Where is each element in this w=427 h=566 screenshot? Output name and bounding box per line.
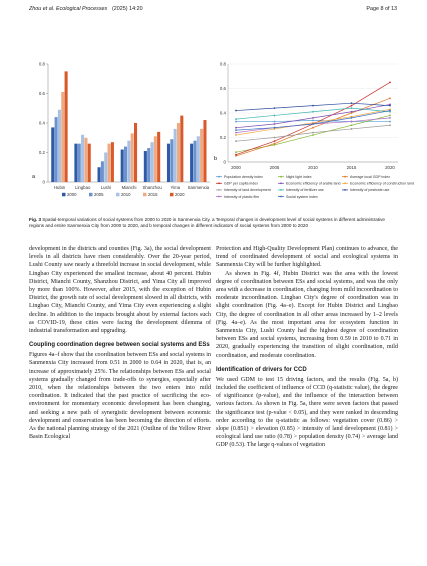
legend-entry: 2000	[67, 192, 77, 197]
legend-entry: 2015	[148, 192, 158, 197]
y-tick-label: 0.6	[219, 86, 226, 91]
journal-volume: (2025) 14:20	[112, 6, 143, 12]
legend-entry: Average local GDP index	[350, 175, 391, 179]
data-point	[235, 127, 237, 129]
bar	[203, 120, 206, 182]
legend-entry: 2005	[94, 192, 104, 197]
data-point	[235, 140, 237, 142]
bar	[111, 142, 114, 182]
caption-text: Spatial-temporal variations of social systems from 2000 to 2020 in Sanmenxia City. a Temporal changes in development level of social systems in different administrative regions and entire Sanmenxia City from 2000 to 2020, and b temporal changes in different indicators of social systems from 2000 to 2020	[29, 217, 385, 229]
bar	[144, 151, 147, 182]
data-point	[274, 107, 276, 109]
bar	[61, 92, 64, 182]
bar	[200, 129, 203, 182]
legend-entry: Intensity of fertilizer use	[286, 188, 324, 193]
legend-entry: Economic efficiency of construction land	[350, 181, 414, 186]
data-point	[351, 107, 353, 109]
data-point	[274, 137, 276, 139]
legend-entry: Economic efficiency of arable land	[286, 181, 341, 186]
right-column	[216, 245, 398, 450]
legend-marker	[280, 176, 282, 178]
data-point	[351, 111, 353, 113]
section-heading: Coupling coordination degree between social systems and ESs	[29, 342, 210, 349]
y-tick-label: 0.6	[38, 91, 45, 96]
y-tick-label: 0.4	[38, 120, 45, 126]
page-header	[0, 6, 427, 16]
legend-entry: Intensity of plastic film	[224, 194, 260, 199]
bar	[55, 117, 58, 182]
bar	[157, 132, 160, 182]
x-tick-label: 2010	[308, 165, 318, 170]
bar-chart-social-development	[26, 58, 214, 206]
data-point	[351, 105, 353, 107]
bar	[167, 144, 170, 182]
data-point	[389, 117, 391, 119]
data-point	[235, 134, 237, 136]
legend-entry: Social system index	[286, 194, 318, 199]
bar	[58, 110, 61, 182]
data-point	[312, 119, 314, 121]
data-point	[389, 97, 391, 99]
legend-marker	[218, 176, 220, 178]
data-point	[274, 127, 276, 129]
figure-caption	[29, 217, 401, 229]
bar	[174, 129, 177, 182]
legend-swatch	[170, 193, 174, 197]
x-tick-label: Lushi	[100, 185, 111, 190]
section-heading: Identification of drivers for CCD	[216, 366, 307, 373]
legend-entry: 2020	[175, 192, 185, 197]
y-tick-label: 0	[223, 159, 226, 165]
data-point	[312, 132, 314, 134]
panel-label: a	[32, 174, 36, 180]
y-tick-label: 0.8	[219, 61, 226, 67]
body-paragraph: development in the districts and counties (Fig. 3a), the social development levels in all districts have risen considerably. Over the 20-year period, Lushi County saw nearly a threefold increase in social development, while Lingbao City experienced the smallest increase, about 40 percent. Hubin District, Mianchi County, Shanzhou District, and Yima City all improved by more than 100%. However, after 2015, with the exception of Hubin District, the growth rate of social development slowed in all districts, with Lingbao City, Mianchi County, and Yima City even experiencing a slight decline. In addition to the impacts brought about by external factors such as COVID-19, these cities were facing the development dilemma of industrial transformation and upgrading.	[29, 246, 211, 335]
data-point	[312, 105, 314, 107]
data-point	[312, 127, 314, 129]
data-point	[274, 115, 276, 117]
data-point	[351, 124, 353, 126]
data-point	[274, 143, 276, 145]
y-tick-label: 0.4	[219, 110, 226, 116]
bar	[65, 71, 68, 182]
legend-marker	[344, 182, 346, 184]
x-tick-label: 2000	[231, 165, 241, 170]
bar	[78, 144, 81, 182]
legend-entry: GDP per capita index	[224, 181, 259, 186]
y-tick-label: 0	[42, 179, 45, 185]
bar	[98, 167, 101, 182]
bar	[108, 144, 111, 182]
legend-marker	[280, 189, 282, 191]
journal-name: Zhou et al. Ecological Processes	[29, 6, 108, 12]
data-point	[235, 129, 237, 131]
bar	[197, 136, 200, 182]
x-tick-label: Hubin	[53, 185, 66, 190]
legend-entry: Night light index	[286, 175, 312, 179]
y-tick-label: 0.2	[219, 135, 226, 140]
bar	[190, 144, 193, 182]
data-point	[274, 123, 276, 125]
data-point	[389, 81, 391, 83]
legend-entry: 2010	[121, 192, 131, 197]
body-paragraph: As shown in Fig. 4f, Hubin District was the area with the lowest degree of coordination between ESs and social systems, and was the only area with a decrease in coordination, changing from mild incoordination to moderate incoordination. Lingbao City's degree of coordination was in slight coordination (Fig. 4a–e). Except for Hubin District and Lingbao City, the degree of coordination in all other areas increased by 1–2 levels (Fig. 4a–e). As the most important area for ecosystem function in Sanmenxia City, Lushi County had the highest degree of coordination between ESs and social systems, increasing from 0.59 in 2010 to 0.71 in 2020, gradually experiencing the transition of slight coordination, mild coordination, and moderate coordination.	[216, 270, 398, 359]
bar	[131, 133, 134, 182]
bar	[134, 123, 137, 182]
data-point	[312, 134, 314, 136]
bar	[147, 148, 150, 182]
data-point	[389, 121, 391, 123]
bar	[124, 147, 127, 182]
bar	[121, 150, 124, 182]
bar	[81, 135, 84, 182]
x-tick-label: 2020	[385, 165, 395, 170]
x-tick-label: Lingbao	[75, 185, 91, 190]
data-point	[351, 121, 353, 123]
bar	[180, 116, 183, 182]
data-point	[274, 140, 276, 142]
left-column	[29, 245, 211, 441]
bar	[101, 161, 104, 182]
body-paragraph: We used GDM to test 15 driving factors, and the results (Fig. 5a, b) included the coefficient of influence of CCD (q-statistic value), the degree of significance (p-value), and the influence of the interaction between various factors. As shown in Fig. 5a, there were seven factors that passed the significance test (p-value < 0.05), and they were ranked in descending order according to the q-statistic as follows: vegetation cover (0.86) > slope (0.851) > elevation (0.85) > intensity of land development (0.81) > ecological land use ratio (0.78) > population density (0.74) > average land GDP (0.53). The large q-values of vegetation	[216, 376, 398, 449]
bar	[177, 123, 180, 182]
bar	[88, 144, 91, 182]
data-point	[235, 132, 237, 134]
bar	[193, 141, 196, 182]
data-point	[235, 154, 237, 156]
legend-marker	[280, 196, 282, 198]
y-tick-label: 0.2	[38, 150, 45, 155]
data-point	[312, 117, 314, 119]
legend-entry: Intensity of land development	[224, 188, 271, 193]
body-paragraph: Protection and High-Quality Development Plan) continues to advance, the trend of coordinated development of social and ecological systems in Sanmenxia City will be further highlighted.	[216, 246, 398, 269]
bar	[154, 136, 157, 182]
page-number: Page 8 of 13	[366, 6, 397, 12]
bar	[127, 141, 130, 182]
legend-entry: Intensity of pesticide use	[350, 188, 390, 193]
data-point	[235, 151, 237, 153]
bar	[51, 127, 54, 182]
data-point	[235, 121, 237, 123]
data-point	[389, 110, 391, 112]
x-tick-label: Shanzhou	[142, 185, 162, 190]
line-chart-social-indicators	[212, 58, 414, 216]
bar	[74, 144, 77, 182]
x-tick-label: Sanmenxia	[187, 185, 210, 190]
bar	[150, 142, 153, 182]
legend-marker	[280, 182, 282, 184]
legend-swatch	[143, 193, 147, 197]
legend-marker	[344, 189, 346, 191]
data-point	[274, 121, 276, 123]
bar	[104, 153, 107, 183]
x-tick-label: 2015	[346, 165, 357, 170]
x-tick-label: 2005	[269, 165, 280, 170]
data-point	[351, 117, 353, 119]
legend-swatch	[62, 193, 66, 197]
data-point	[351, 128, 353, 130]
data-point	[351, 102, 353, 104]
legend-swatch	[89, 193, 93, 197]
legend-marker	[218, 196, 220, 198]
legend-marker	[344, 176, 346, 178]
x-tick-label: Mianchi	[121, 185, 137, 190]
bar	[170, 139, 173, 182]
data-point	[389, 115, 391, 117]
legend-marker	[218, 182, 220, 184]
body-paragraph: Figures 4a–f show that the coordination between ESs and social systems in Sanmenxia City increased from 0.51 in 2000 to 0.64 in 2020, that is, an increase of approximately 25%. The relationships between ESs and social systems gradually changed from trade-offs to synergies, especially after 2010, when the relationships between the two enters into mild coordination. It indicated that the past practice of sacrificing the eco-environment for momentary economic development has been changing, and seeking a new path of synergistic development between economic development and conservation has been becoming the direction of efforts. As the national planning strategy of the 2021 (Outline of the Yellow River Basin Ecological	[29, 352, 211, 441]
data-point	[312, 111, 314, 113]
caption-label: Fig. 3	[29, 217, 41, 222]
data-point	[389, 105, 391, 107]
data-point	[312, 123, 314, 125]
legend-marker	[218, 189, 220, 191]
panel-label: b	[214, 156, 218, 162]
bar	[84, 138, 87, 182]
data-point	[235, 110, 237, 112]
legend-swatch	[116, 193, 120, 197]
y-tick-label: 0.8	[38, 61, 45, 67]
data-point	[389, 124, 391, 126]
legend-entry: Population density index	[224, 175, 263, 179]
data-point	[235, 118, 237, 120]
x-tick-label: Yima	[170, 185, 181, 190]
